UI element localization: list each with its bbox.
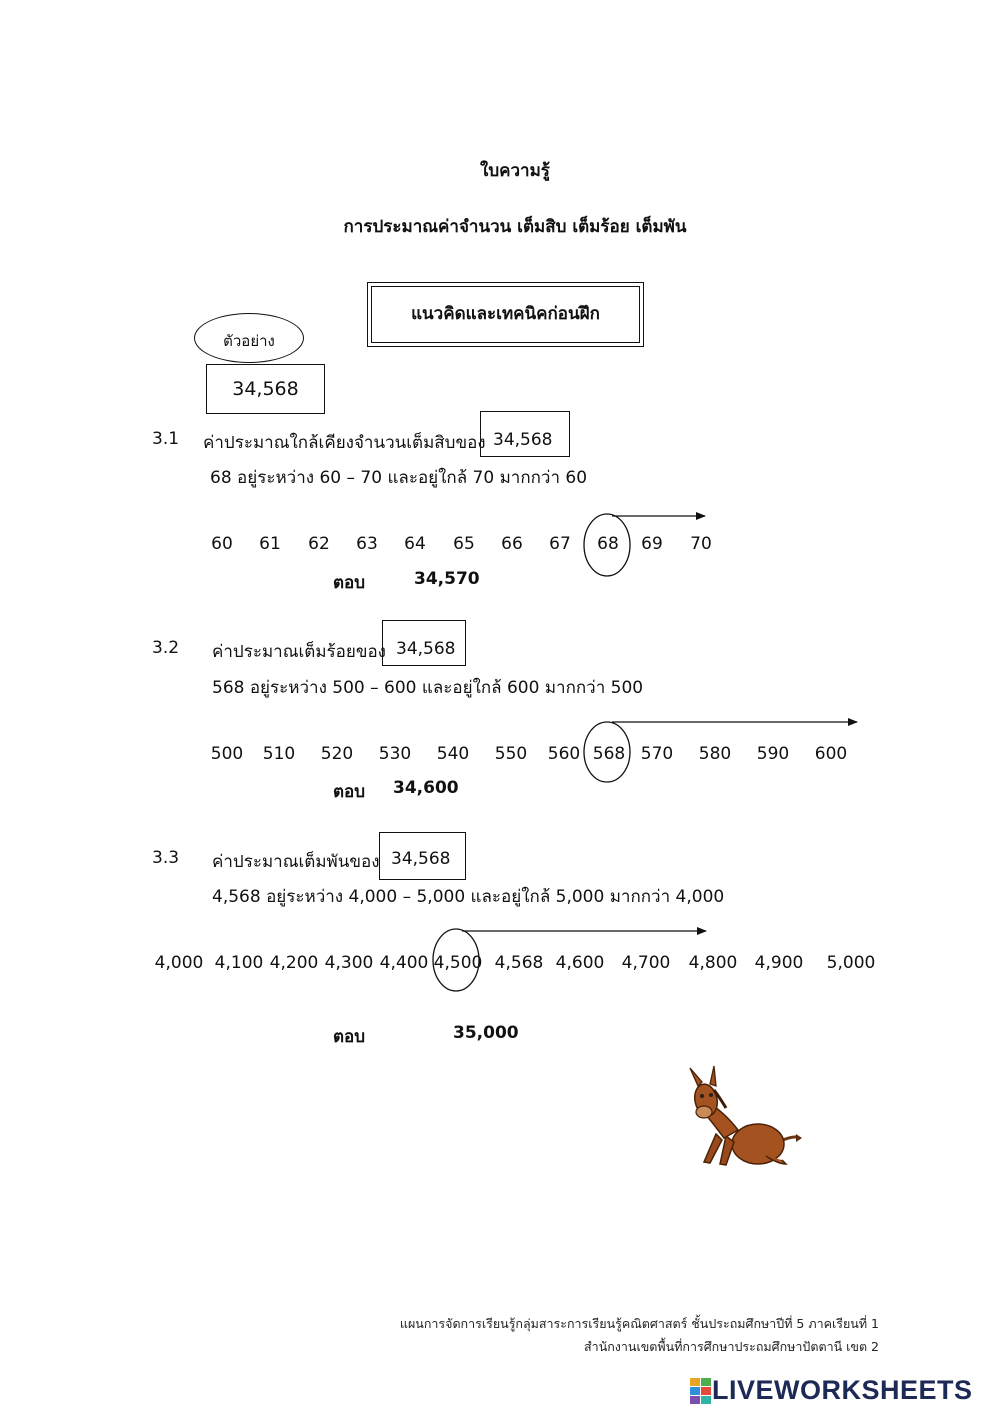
number-line-value: 4,000 [154, 953, 204, 973]
number-line-value: 600 [814, 744, 848, 764]
section-3-1-answer: 34,570 [414, 569, 480, 589]
number-line-value: 4,800 [688, 953, 738, 973]
number-line-value: 4,200 [269, 953, 319, 973]
number-line-value: 510 [262, 744, 296, 764]
number-line-value-circled: 568 [592, 744, 626, 764]
page-title: ใบความรู้ [480, 161, 550, 181]
section-3-2-answer-label: ตอบ [333, 782, 366, 802]
number-line-value: 550 [494, 744, 528, 764]
section-3-3-number: 34,568 [391, 849, 451, 869]
number-line-value-circled: 68 [597, 534, 619, 554]
number-line-value: 500 [210, 744, 244, 764]
number-line-value: 520 [320, 744, 354, 764]
number-line-value: 4,300 [324, 953, 374, 973]
section-3-3-number-box [379, 832, 466, 880]
number-line-value: 4,700 [621, 953, 671, 973]
number-line-value: 530 [378, 744, 412, 764]
footer-line-2: สำนักงานเขตพื้นที่การศึกษาประถมศึกษาปัตตานี เขต 2 [584, 1339, 879, 1354]
number-line-value: 60 [211, 534, 233, 554]
section-3-1-number: 34,568 [493, 430, 553, 450]
number-line-value: 69 [641, 534, 663, 554]
example-label: ตัวอย่าง [223, 332, 275, 350]
number-line-value: 4,100 [214, 953, 264, 973]
section-3-2-number: 34,568 [396, 639, 456, 659]
number-line-value: 70 [690, 534, 712, 554]
number-line-value: 570 [640, 744, 674, 764]
section-3-2-answer: 34,600 [393, 778, 459, 798]
section-3-1-number-box [480, 411, 570, 457]
section-3-3-answer-label: ตอบ [333, 1027, 366, 1047]
number-line-value: 4,568 [494, 953, 544, 973]
number-line-value: 63 [356, 534, 378, 554]
example-number: 34,568 [232, 378, 299, 400]
number-line-value: 540 [436, 744, 470, 764]
number-line-value: 580 [698, 744, 732, 764]
section-3-3-explanation: 4,568 อยู่ระหว่าง 4,000 – 5,000 และอยู่ใกล้ 5,000 มากกว่า 4,000 [212, 887, 725, 907]
number-line-value: 61 [259, 534, 281, 554]
liveworksheets-wordmark: LIVEWORKSHEETS [712, 1375, 973, 1405]
section-3-3-answer: 35,000 [453, 1023, 519, 1043]
number-line-value: 67 [549, 534, 571, 554]
page-subtitle: การประมาณค่าจำนวน เต็มสิบ เต็มร้อย เต็มพัน [343, 217, 687, 237]
section-3-1-id: 3.1 [152, 429, 180, 449]
number-line-value: 62 [308, 534, 330, 554]
concept-box [367, 282, 644, 347]
number-line-value: 5,000 [826, 953, 876, 973]
example-ellipse [194, 313, 304, 363]
footer-line-1: แผนการจัดการเรียนรู้กลุ่มสาระการเรียนรู้คณิตศาสตร์ ชั้นประถมศึกษาปีที่ 5 ภาคเรียนที่ 1 [399, 1316, 879, 1331]
example-number-box [206, 364, 325, 414]
number-line-value: 66 [501, 534, 523, 554]
section-3-2-id: 3.2 [152, 638, 180, 658]
section-3-2-number-box [382, 620, 466, 666]
section-3-2-explanation: 568 อยู่ระหว่าง 500 – 600 และอยู่ใกล้ 600 มากกว่า 500 [212, 678, 644, 698]
donkey-illustration [686, 1064, 806, 1174]
number-line-value-circled: 4,500 [433, 953, 483, 973]
number-line-value: 65 [453, 534, 475, 554]
section-3-3-question: ค่าประมาณเต็มพันของ [212, 852, 380, 872]
section-3-1-answer-label: ตอบ [333, 573, 366, 593]
number-line-value: 560 [547, 744, 581, 764]
section-3-3-id: 3.3 [152, 848, 180, 868]
number-line-value: 4,900 [754, 953, 804, 973]
number-line-value: 4,600 [555, 953, 605, 973]
concept-box-label: แนวคิดและเทคนิคก่อนฝึก [411, 304, 600, 324]
section-3-1-question: ค่าประมาณใกล้เคียงจำนวนเต็มสิบของ [203, 433, 486, 453]
number-line-value: 590 [756, 744, 790, 764]
section-3-2-question: ค่าประมาณเต็มร้อยของ [212, 642, 386, 662]
number-line-value: 64 [404, 534, 426, 554]
number-line-value: 4,400 [379, 953, 429, 973]
liveworksheets-logo-icon [690, 1378, 712, 1404]
section-3-1-explanation: 68 อยู่ระหว่าง 60 – 70 และอยู่ใกล้ 70 มากกว่า 60 [210, 468, 588, 488]
